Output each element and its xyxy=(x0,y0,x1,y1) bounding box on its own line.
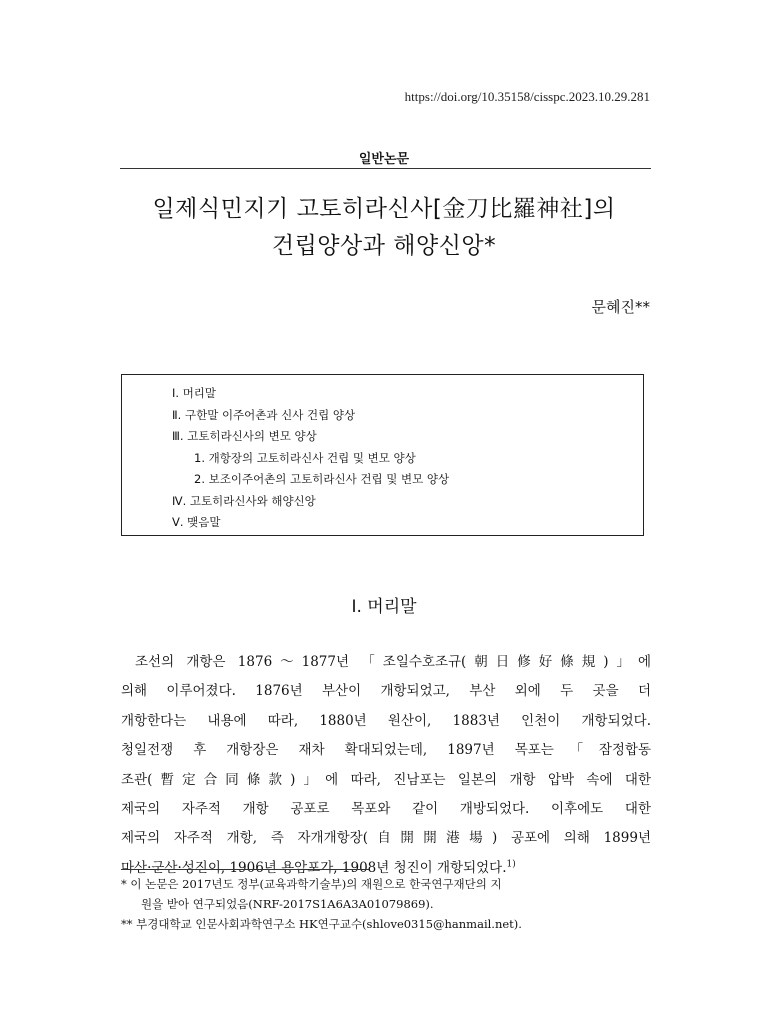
body-line: 제국의 자주적 개항, 즉 자개개항장(自開開港場) 공포에 의해 1899년 xyxy=(121,830,651,847)
paper-title xyxy=(0,191,768,265)
body-line: 조관(暫定合同條款)」에 따라, 진남포는 일본의 개항 압박 속에 대한 xyxy=(121,771,651,788)
footnote-2: ** 부경대학교 인문사회과학연구소 HK연구교수(shlove0315@hanmail.net). xyxy=(121,917,522,931)
body-paragraph xyxy=(121,648,651,883)
section-heading: Ⅰ. 머리말 xyxy=(351,597,417,617)
toc-item-5: Ⅴ. 맺음말 xyxy=(172,515,221,529)
body-line: 제국의 자주적 개항 공포로 목포와 같이 개방되었다. 이후에도 대한 xyxy=(121,801,651,818)
toc-item-3: Ⅲ. 고토히라신사의 변모 양상 xyxy=(172,429,317,443)
table-of-contents xyxy=(121,374,644,536)
title-line-2: 건립양상과 해양신앙* xyxy=(271,233,497,259)
body-line: 조선의 개항은 1876～1877년 「조일수호조규(朝日修好條規)」에 xyxy=(135,654,651,670)
toc-item-1: Ⅰ. 머리말 xyxy=(172,386,217,400)
footnote-1: * 이 논문은 2017년도 정부(교육과학기술부)의 재원으로 한국연구재단의 지 xyxy=(121,877,502,891)
toc-item-2: Ⅱ. 구한말 이주어촌과 신사 건립 양상 xyxy=(172,407,356,422)
body-line: 개항한다는 내용에 따라, 1880년 원산이, 1883년 인천이 개항되었다. xyxy=(121,712,651,729)
footnote-reference[interactable]: 1) xyxy=(506,859,516,870)
header-divider xyxy=(120,168,651,169)
toc-subitem-3-1: 1. 개항장의 고토히라신사 건립 및 변모 양상 xyxy=(194,450,416,465)
footnote-1-continued: 원을 받아 연구되었음(NRF-2017S1A6A3A01079869). xyxy=(141,897,434,911)
paper-category: 일반논문 xyxy=(358,152,410,167)
title-line-1: 일제식민지기 고토히라신사[金刀比羅神社]의 xyxy=(152,196,616,222)
footnotes xyxy=(121,874,651,934)
author-name: 문혜진** xyxy=(591,298,650,316)
body-line-text: 마산·군산·성진이, 1906년 용암포가, 1908년 청진이 개항되었다. xyxy=(121,859,507,876)
body-line: 의해 이루어졌다. 1876년 부산이 개항되었고, 부산 외에 두 곳을 더 xyxy=(121,683,651,700)
toc-subitem-3-2: 2. 보조이주어촌의 고토히라신사 건립 및 변모 양상 xyxy=(194,472,450,486)
toc-item-4: Ⅳ. 고토히라신사와 해양신앙 xyxy=(172,493,316,508)
doi-link[interactable]: https://doi.org/10.35158/cisspc.2023.10.29.281 xyxy=(404,89,650,104)
footnote-divider xyxy=(121,869,369,870)
body-line: 청일전쟁 후 개항장은 재차 확대되었는데, 1897년 목포는「잠정합동 xyxy=(121,742,651,759)
